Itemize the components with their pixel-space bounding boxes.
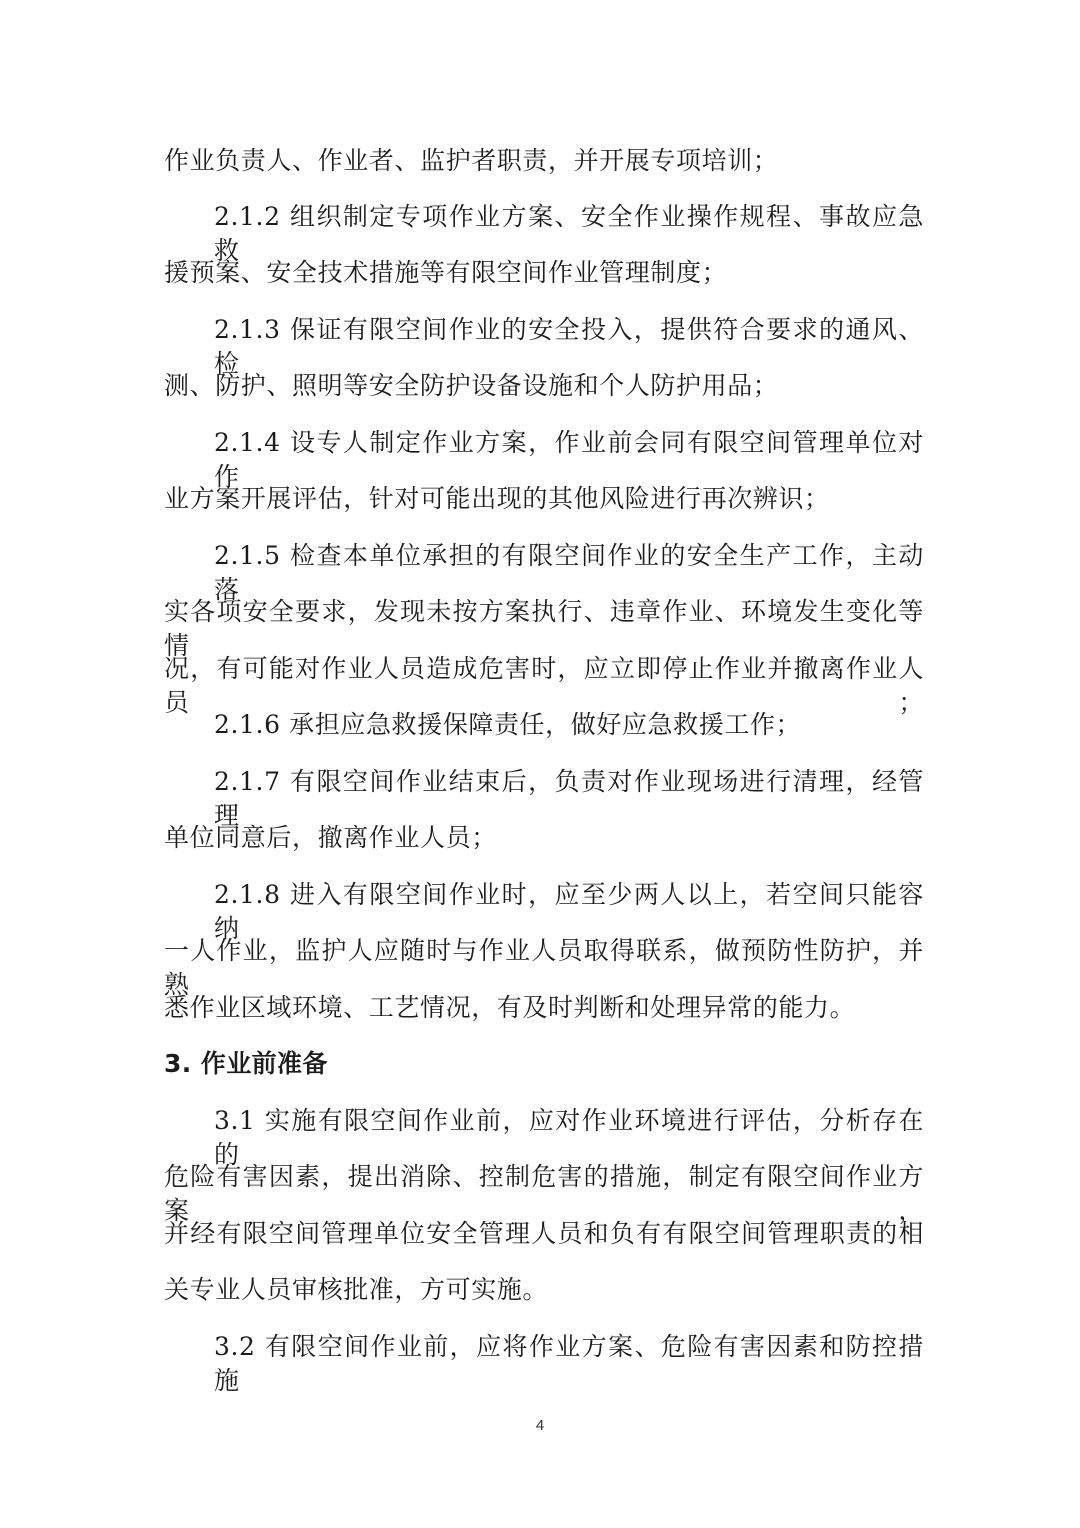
body-line: 关专业人员审核批准，方可实施。 bbox=[164, 1275, 549, 1304]
clause-2-1-6-line: 2.1.6 承担应急救援保障责任，做好应急救援工作； bbox=[214, 710, 802, 739]
body-line: 悉作业区域环境、工艺情况，有及时判断和处理异常的能力。 bbox=[164, 993, 856, 1022]
body-line: 测、防护、照明等安全防护设备设施和个人防护用品； bbox=[164, 371, 779, 400]
body-line: 况，有可能对作业人员造成危害时，应立即停止作业并撤离作业人员； bbox=[164, 654, 924, 717]
clause-2-1-4-line: 2.1.4 设专人制定作业方案，作业前会同有限空间管理单位对作 bbox=[214, 428, 924, 491]
body-line: 业方案开展评估，针对可能出现的其他风险进行再次辨识； bbox=[164, 484, 830, 513]
body-line: 实各项安全要求，发现未按方案执行、违章作业、环境发生变化等情 bbox=[164, 597, 924, 660]
clause-3-2-line: 3.2 有限空间作业前，应将作业方案、危险有害因素和防控措施 bbox=[214, 1332, 924, 1395]
body-line: 单位同意后，撤离作业人员； bbox=[164, 823, 497, 852]
clause-2-1-7-line: 2.1.7 有限空间作业结束后，负责对作业现场进行清理，经管理 bbox=[214, 767, 924, 830]
section-3-heading: 3. 作业前准备 bbox=[164, 1049, 328, 1078]
body-line: 危险有害因素，提出消除、控制危害的措施，制定有限空间作业方案， bbox=[164, 1162, 924, 1225]
page-number: 4 bbox=[535, 1417, 545, 1434]
body-line: 并经有限空间管理单位安全管理人员和负有有限空间管理职责的相 bbox=[164, 1219, 924, 1248]
clause-2-1-3-line: 2.1.3 保证有限空间作业的安全投入，提供符合要求的通风、检 bbox=[214, 315, 924, 378]
clause-2-1-5-line: 2.1.5 检查本单位承担的有限空间作业的安全生产工作，主动落 bbox=[214, 541, 924, 604]
clause-3-1-line: 3.1 实施有限空间作业前，应对作业环境进行评估，分析存在的 bbox=[214, 1106, 924, 1169]
body-line: 作业负责人、作业者、监护者职责，并开展专项培训； bbox=[164, 146, 779, 175]
clause-2-1-8-line: 2.1.8 进入有限空间作业时，应至少两人以上，若空间只能容纳 bbox=[214, 880, 924, 943]
body-line: 援预案、安全技术措施等有限空间作业管理制度； bbox=[164, 258, 728, 287]
body-line: 一人作业，监护人应随时与作业人员取得联系，做预防性防护，并熟 bbox=[164, 936, 924, 999]
clause-2-1-2-line: 2.1.2 组织制定专项作业方案、安全作业操作规程、事故应急救 bbox=[214, 202, 924, 265]
